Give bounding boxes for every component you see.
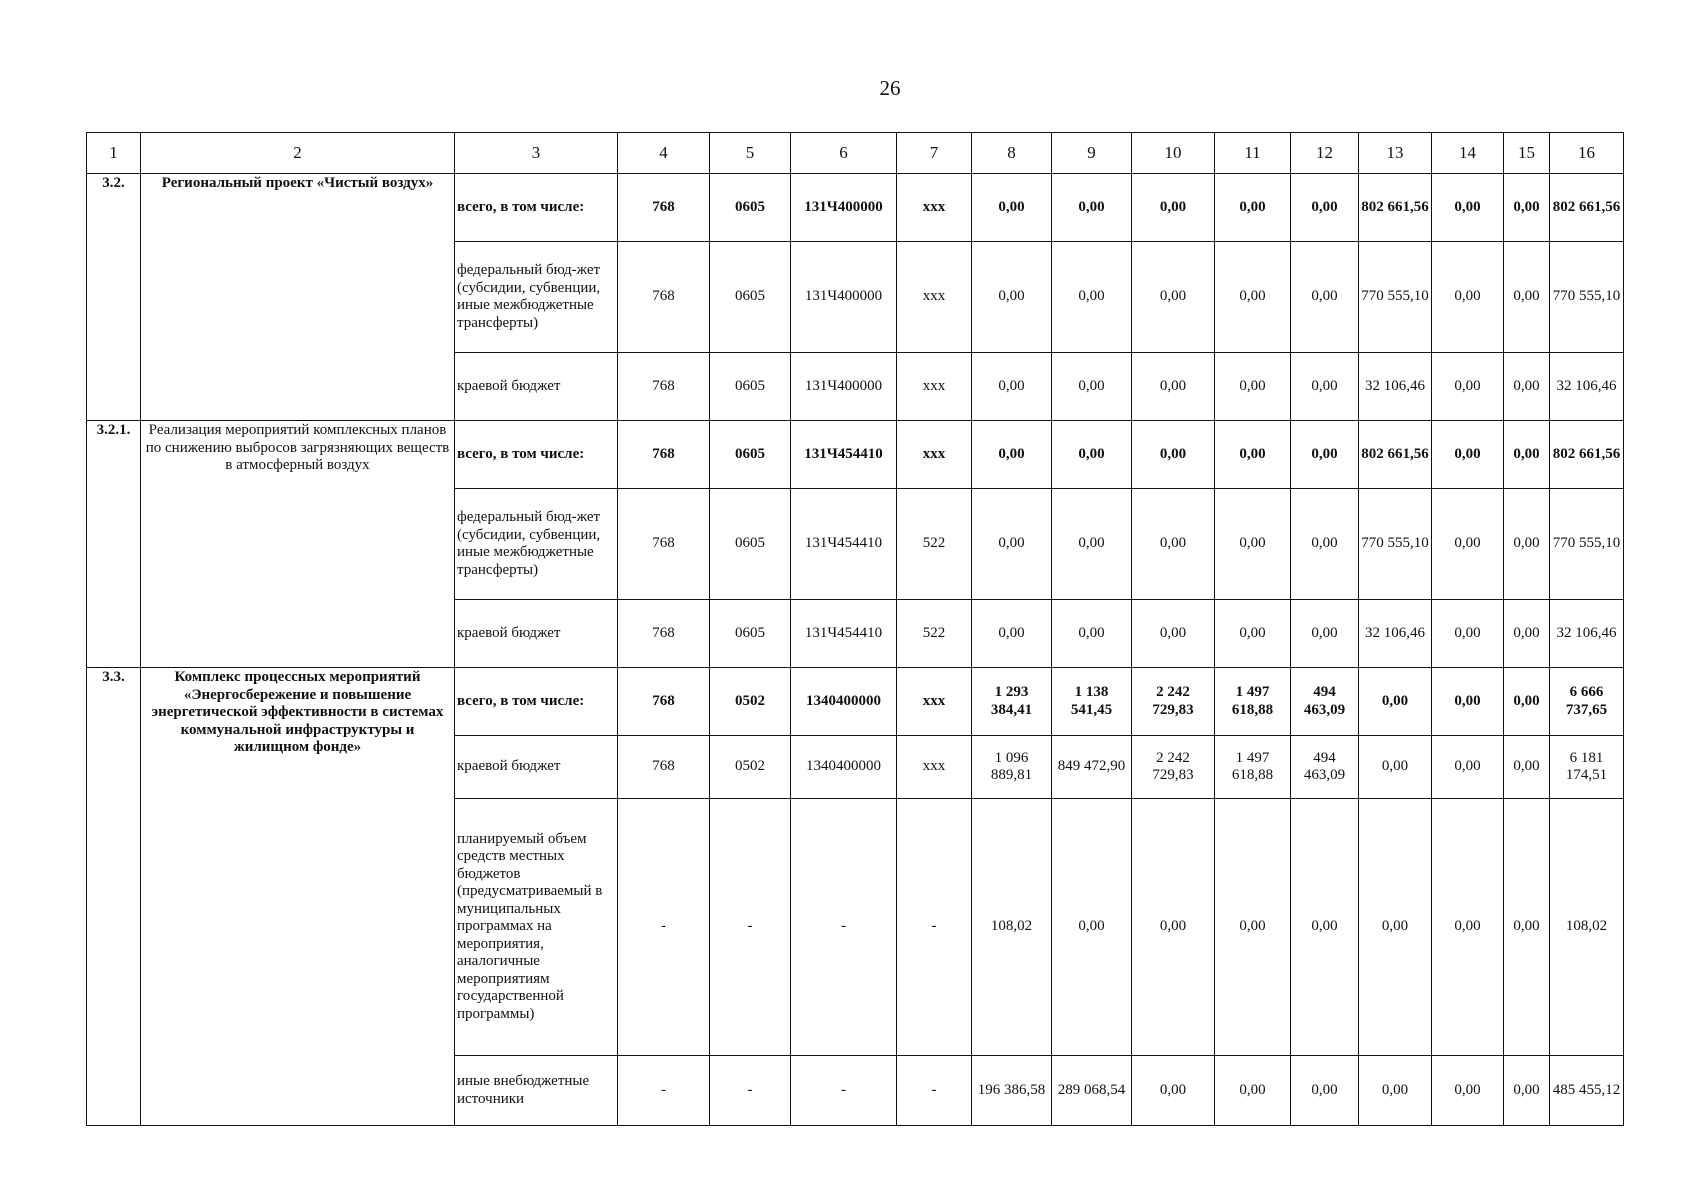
value-cell: 522 — [897, 489, 972, 600]
value-cell: 0,00 — [972, 242, 1052, 353]
value-cell: 0,00 — [1432, 174, 1504, 242]
value-cell: 32 106,46 — [1359, 353, 1432, 421]
value-cell: 0,00 — [1504, 174, 1550, 242]
value-cell: 0,00 — [1432, 1056, 1504, 1126]
value-cell: 0502 — [710, 736, 791, 799]
value-cell: 0,00 — [1132, 799, 1215, 1056]
value-cell: 0,00 — [1132, 242, 1215, 353]
value-cell: 0,00 — [1504, 668, 1550, 736]
funding-source-cell: федеральный бюд-жет (субсидии, субвенции, иные межбюджетные трансферты) — [455, 242, 618, 353]
value-cell: 0,00 — [1052, 174, 1132, 242]
column-number-cell: 4 — [618, 133, 710, 174]
value-cell: 131Ч400000 — [791, 353, 897, 421]
value-cell: 0,00 — [1215, 353, 1291, 421]
budget-table — [86, 132, 1624, 1126]
value-cell: 0605 — [710, 242, 791, 353]
value-cell: 0,00 — [1291, 600, 1359, 668]
column-number-cell: 5 — [710, 133, 791, 174]
value-cell: 1 497 618,88 — [1215, 668, 1291, 736]
funding-source-cell: всего, в том числе: — [455, 668, 618, 736]
value-cell: 1340400000 — [791, 668, 897, 736]
value-cell: 0,00 — [1132, 353, 1215, 421]
value-cell: 0,00 — [1432, 242, 1504, 353]
value-cell: 0,00 — [1504, 799, 1550, 1056]
value-cell: 802 661,56 — [1359, 421, 1432, 489]
value-cell: 0,00 — [972, 600, 1052, 668]
value-cell: 1 096 889,81 — [972, 736, 1052, 799]
value-cell: 0,00 — [1504, 600, 1550, 668]
value-cell: 494 463,09 — [1291, 736, 1359, 799]
column-number-cell: 16 — [1550, 133, 1624, 174]
value-cell: - — [791, 799, 897, 1056]
value-cell: 0,00 — [1359, 736, 1432, 799]
item-number: 3.3. — [87, 668, 141, 1126]
funding-source-cell: федеральный бюд-жет (субсидии, субвенции, иные межбюджетные трансферты) — [455, 489, 618, 600]
value-cell: 1 497 618,88 — [1215, 736, 1291, 799]
value-cell: - — [710, 799, 791, 1056]
value-cell: 131Ч454410 — [791, 600, 897, 668]
value-cell: 768 — [618, 353, 710, 421]
item-name: Комплекс процессных мероприятий «Энергосбережение и повышение энергетической эффективности в системах коммунальной инфраструктуры и жилищном фонде» — [141, 668, 455, 1126]
column-number-cell: 9 — [1052, 133, 1132, 174]
value-cell: 0605 — [710, 489, 791, 600]
value-cell: - — [897, 1056, 972, 1126]
value-cell: 0,00 — [1052, 600, 1132, 668]
value-cell: 768 — [618, 174, 710, 242]
value-cell: 2 242 729,83 — [1132, 668, 1215, 736]
value-cell: 32 106,46 — [1550, 600, 1624, 668]
value-cell: 849 472,90 — [1052, 736, 1132, 799]
column-number-cell: 11 — [1215, 133, 1291, 174]
value-cell: 0,00 — [1215, 174, 1291, 242]
column-number-cell: 6 — [791, 133, 897, 174]
value-cell: 0,00 — [1291, 174, 1359, 242]
value-cell: 0,00 — [1215, 489, 1291, 600]
column-number-cell: 13 — [1359, 133, 1432, 174]
value-cell: 32 106,46 — [1359, 600, 1432, 668]
value-cell: 108,02 — [972, 799, 1052, 1056]
value-cell: ххх — [897, 353, 972, 421]
value-cell: 0,00 — [972, 174, 1052, 242]
value-cell: 0,00 — [972, 489, 1052, 600]
column-number-cell: 7 — [897, 133, 972, 174]
value-cell: 32 106,46 — [1550, 353, 1624, 421]
value-cell: ххх — [897, 242, 972, 353]
value-cell: - — [897, 799, 972, 1056]
column-number-cell: 15 — [1504, 133, 1550, 174]
value-cell: 768 — [618, 736, 710, 799]
value-cell: ххх — [897, 174, 972, 242]
value-cell: 0,00 — [1432, 489, 1504, 600]
value-cell: 0,00 — [1504, 353, 1550, 421]
item-name: Региональный проект «Чистый воздух» — [141, 174, 455, 421]
value-cell: 0,00 — [1132, 489, 1215, 600]
value-cell: 0,00 — [1359, 668, 1432, 736]
value-cell: - — [618, 1056, 710, 1126]
value-cell: 1 293 384,41 — [972, 668, 1052, 736]
value-cell: 768 — [618, 489, 710, 600]
table-row — [87, 421, 1624, 489]
value-cell: 0,00 — [1432, 736, 1504, 799]
value-cell: 196 386,58 — [972, 1056, 1052, 1126]
value-cell: 0605 — [710, 600, 791, 668]
value-cell: 6 181 174,51 — [1550, 736, 1624, 799]
value-cell: 0,00 — [1504, 489, 1550, 600]
value-cell: - — [791, 1056, 897, 1126]
funding-source-cell: краевой бюджет — [455, 600, 618, 668]
value-cell: - — [710, 1056, 791, 1126]
value-cell: 6 666 737,65 — [1550, 668, 1624, 736]
value-cell: 0,00 — [1432, 353, 1504, 421]
value-cell: 0,00 — [972, 353, 1052, 421]
value-cell: 485 455,12 — [1550, 1056, 1624, 1126]
funding-source-cell: краевой бюджет — [455, 353, 618, 421]
value-cell: 770 555,10 — [1550, 242, 1624, 353]
column-number-cell: 2 — [141, 133, 455, 174]
value-cell: 0,00 — [1504, 1056, 1550, 1126]
value-cell: 770 555,10 — [1550, 489, 1624, 600]
value-cell: 0,00 — [1052, 489, 1132, 600]
value-cell: 0,00 — [1052, 353, 1132, 421]
value-cell: 0605 — [710, 421, 791, 489]
column-number-cell: 8 — [972, 133, 1052, 174]
value-cell: 0,00 — [1359, 1056, 1432, 1126]
item-name: Реализация мероприятий комплексных планов по снижению выбросов загрязняющих веществ в атмосферный воздух — [141, 421, 455, 668]
value-cell: 0605 — [710, 353, 791, 421]
value-cell: ххх — [897, 421, 972, 489]
page-number: 26 — [879, 76, 901, 100]
item-number: 3.2. — [87, 174, 141, 421]
funding-source-cell: планируемый объем средств местных бюджетов (предусматриваемый в муниципальных программах на мероприятия, аналогичные мероприятиям государственной программы) — [455, 799, 618, 1056]
value-cell: 802 661,56 — [1550, 174, 1624, 242]
value-cell: 768 — [618, 600, 710, 668]
value-cell: 0,00 — [1504, 242, 1550, 353]
value-cell: 0,00 — [1215, 799, 1291, 1056]
value-cell: 0,00 — [1432, 799, 1504, 1056]
value-cell: 0,00 — [1052, 421, 1132, 489]
value-cell: 0,00 — [1291, 242, 1359, 353]
value-cell: - — [618, 799, 710, 1056]
value-cell: 0,00 — [1052, 799, 1132, 1056]
funding-source-cell: иные внебюджетные источники — [455, 1056, 618, 1126]
value-cell: 494 463,09 — [1291, 668, 1359, 736]
value-cell: 768 — [618, 242, 710, 353]
column-number-cell: 1 — [87, 133, 141, 174]
column-number-cell: 12 — [1291, 133, 1359, 174]
value-cell: 0,00 — [1359, 799, 1432, 1056]
value-cell: 289 068,54 — [1052, 1056, 1132, 1126]
value-cell: 2 242 729,83 — [1132, 736, 1215, 799]
value-cell: 0,00 — [1291, 489, 1359, 600]
value-cell: 770 555,10 — [1359, 489, 1432, 600]
table-row — [87, 174, 1624, 242]
value-cell: 0,00 — [1291, 421, 1359, 489]
value-cell: 0,00 — [1132, 421, 1215, 489]
column-number-cell: 3 — [455, 133, 618, 174]
value-cell: 131Ч454410 — [791, 421, 897, 489]
value-cell: 0,00 — [1504, 421, 1550, 489]
value-cell: 1340400000 — [791, 736, 897, 799]
value-cell: 0,00 — [972, 421, 1052, 489]
value-cell: 0,00 — [1432, 600, 1504, 668]
funding-source-cell: всего, в том числе: — [455, 174, 618, 242]
value-cell: ххх — [897, 668, 972, 736]
value-cell: 768 — [618, 668, 710, 736]
funding-source-cell: всего, в том числе: — [455, 421, 618, 489]
funding-source-cell: краевой бюджет — [455, 736, 618, 799]
value-cell: 0,00 — [1291, 353, 1359, 421]
value-cell: 522 — [897, 600, 972, 668]
value-cell: 108,02 — [1550, 799, 1624, 1056]
value-cell: 0,00 — [1215, 421, 1291, 489]
value-cell: 131Ч454410 — [791, 489, 897, 600]
value-cell: 768 — [618, 421, 710, 489]
value-cell: ххх — [897, 736, 972, 799]
value-cell: 1 138 541,45 — [1052, 668, 1132, 736]
value-cell: 802 661,56 — [1550, 421, 1624, 489]
value-cell: 131Ч400000 — [791, 242, 897, 353]
value-cell: 131Ч400000 — [791, 174, 897, 242]
value-cell: 802 661,56 — [1359, 174, 1432, 242]
item-number: 3.2.1. — [87, 421, 141, 668]
value-cell: 0,00 — [1132, 1056, 1215, 1126]
column-number-row — [87, 133, 1624, 174]
value-cell: 0,00 — [1215, 1056, 1291, 1126]
value-cell: 0,00 — [1132, 174, 1215, 242]
value-cell: 0,00 — [1291, 1056, 1359, 1126]
value-cell: 0605 — [710, 174, 791, 242]
value-cell: 0,00 — [1432, 421, 1504, 489]
value-cell: 0,00 — [1052, 242, 1132, 353]
value-cell: 0,00 — [1432, 668, 1504, 736]
value-cell: 0502 — [710, 668, 791, 736]
column-number-cell: 14 — [1432, 133, 1504, 174]
table-row — [87, 668, 1624, 736]
value-cell: 0,00 — [1215, 242, 1291, 353]
value-cell: 0,00 — [1215, 600, 1291, 668]
value-cell: 770 555,10 — [1359, 242, 1432, 353]
value-cell: 0,00 — [1132, 600, 1215, 668]
value-cell: 0,00 — [1504, 736, 1550, 799]
column-number-cell: 10 — [1132, 133, 1215, 174]
value-cell: 0,00 — [1291, 799, 1359, 1056]
